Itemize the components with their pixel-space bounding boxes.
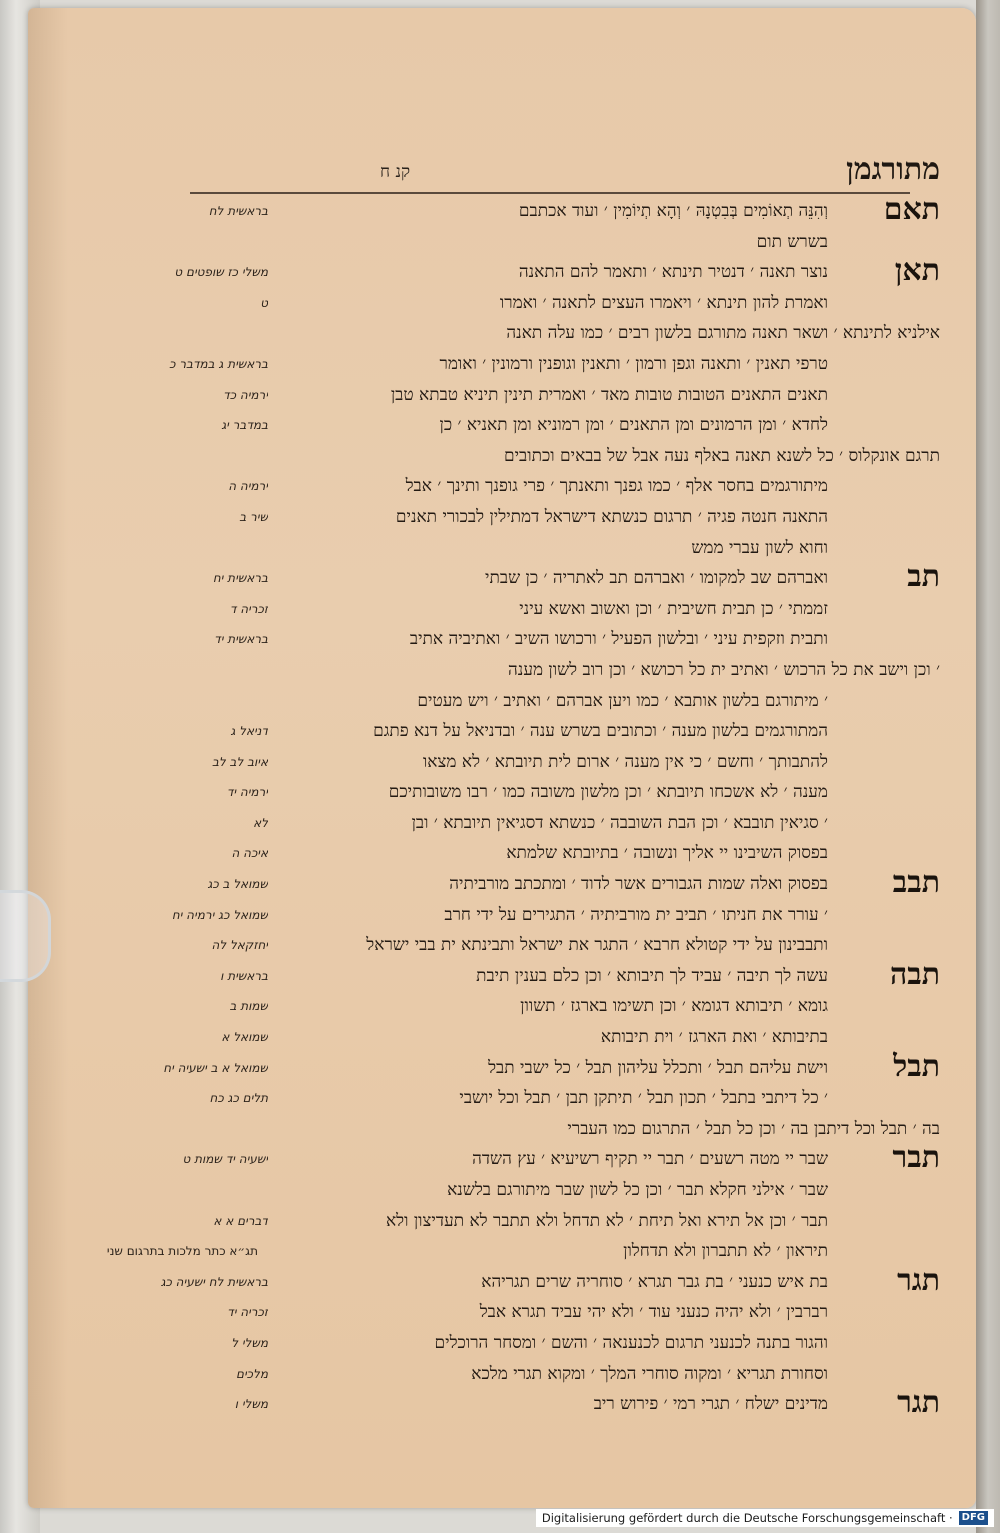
entry-text: נוצר תאנה ׳ דנטיר תינתא ׳ ותאמר להם התאנה xyxy=(518,262,828,283)
margin-reference: בראשית יד xyxy=(214,632,268,647)
dictionary-entry xyxy=(40,192,940,257)
dictionary-entry xyxy=(40,1385,940,1421)
entry-text: ואברהם שב למקומו ׳ ואברהם תב לאתריה ׳ כן שבתי xyxy=(485,568,828,589)
entry-line xyxy=(40,1083,940,1114)
entry-text: בת איש כנעני ׳ בת גבר תגרא ׳ סוחריה שרים תגריהא xyxy=(481,1271,828,1292)
margin-reference: שמות ב xyxy=(229,999,268,1014)
margin-reference: במדבר יג xyxy=(221,418,268,433)
entry-headword: תאם xyxy=(883,192,940,227)
entry-line xyxy=(40,533,940,564)
entry-line xyxy=(40,686,940,717)
entry-text: זממתי ׳ כן תבית חשיבית ׳ וכן ואשוב ואשא עיני xyxy=(519,598,828,619)
entry-headword: תבב xyxy=(892,865,940,901)
entry-line xyxy=(40,227,940,258)
margin-reference: ירמיה כד xyxy=(223,387,268,402)
dictionary-entries xyxy=(40,192,940,1421)
entry-headword: תגר xyxy=(897,1262,940,1298)
entry-text: תרגם אונקלוס ׳ כל לשנא תאנה באלף נעה אבל של בבאים וכתובים xyxy=(503,445,940,466)
entry-line xyxy=(40,1022,940,1053)
entry-line xyxy=(40,410,940,441)
entry-text: בה ׳ תבל וכל דיתבן בה ׳ וכן כל תבל ׳ התרגום כמו העברי xyxy=(567,1118,940,1139)
dictionary-entry xyxy=(40,865,940,961)
margin-reference: לא xyxy=(253,815,268,830)
entry-text: שבר ׳ אילני חקלא תבר ׳ וכן כל לשון שבר מיתורגם בלשנא xyxy=(447,1180,828,1200)
dictionary-entry xyxy=(40,956,940,1053)
margin-reference: זכריה יד xyxy=(227,1305,268,1320)
entry-text: רברבין ׳ ולא יהיה כנעני עוד ׳ ולא יהי עביד תגרא אבל xyxy=(479,1302,828,1323)
entry-text: ותבית וזקפית עיני ׳ ובלשון הפעיל ׳ ורכושו השיב ׳ ואתיביה אתיב xyxy=(409,629,828,650)
entry-text: ׳ סגיאין תובבא ׳ וכן הבת השובבה ׳ כנשתא דסגיאין תיובתא ׳ ובן xyxy=(411,812,828,833)
entry-line xyxy=(40,777,940,808)
entry-line xyxy=(40,1328,940,1359)
margin-reference: איכה ה xyxy=(231,846,268,861)
entry-text: טרפי תאנין ׳ ותאנה וגפן ורמון ׳ ותאנין וגופנין ורמונין ׳ ואומר xyxy=(439,353,828,374)
right-page-edge xyxy=(976,0,1000,1533)
entry-text: התאנה חנטה פגיה ׳ תרגום כנשתא דישראל דמתילין לבכורי תאנים xyxy=(395,506,828,527)
dictionary-entry xyxy=(40,1048,940,1145)
entry-line xyxy=(40,563,940,594)
entry-line xyxy=(40,747,940,778)
entry-line xyxy=(40,1144,940,1175)
margin-reference: ט xyxy=(260,295,268,310)
margin-reference: תלים כג כח xyxy=(209,1091,268,1106)
margin-reference: שמואל א xyxy=(221,1030,268,1045)
dictionary-entry xyxy=(40,559,940,869)
entry-line xyxy=(40,471,940,502)
margin-reference: שיר ב xyxy=(239,509,268,524)
digitization-footer xyxy=(536,1509,994,1527)
entry-text: מדינים ישלח ׳ תגרי רמי ׳ פירוש ריב xyxy=(593,1394,828,1415)
margin-reference: שמואל א ב ישעיה יח xyxy=(163,1060,268,1075)
entry-line xyxy=(40,869,940,900)
entry-text: בפסוק השיבינו יי אליך ונשובה ׳ בתיובתא שלמתא xyxy=(506,843,828,864)
entry-headword: תבה xyxy=(889,956,940,992)
entry-text: ׳ וכן וישב את כל הרכוש ׳ ואתיב ית כל רכושא ׳ וכן רוב לשון מענה xyxy=(508,659,940,680)
margin-reference: שמואל ב כג xyxy=(207,877,268,892)
margin-reference: בראשית לח xyxy=(208,204,268,218)
entry-text: וסחורת תגריא ׳ ומקוה סוחרי המלך ׳ ומקוא תגרי מלכא xyxy=(471,1363,828,1384)
margin-reference: יחזקאל לה xyxy=(211,938,268,953)
entry-text: ואמרת להון תינתא ׳ ויאמרו העצים לתאנה ׳ ואמרו xyxy=(499,292,828,313)
margin-reference: איוב לב לב xyxy=(211,754,268,769)
page-header xyxy=(380,152,940,192)
entry-line xyxy=(40,930,940,961)
entry-line xyxy=(40,1359,940,1390)
entry-text: ׳ כל דיתבי בתבל ׳ תכון תבל ׳ תיתקן תבן ׳ תבל וכל יושבי xyxy=(459,1088,828,1109)
dictionary-entry xyxy=(40,253,940,563)
entry-line xyxy=(40,1389,940,1420)
entry-line xyxy=(40,900,940,931)
entry-headword: תבר xyxy=(892,1140,940,1176)
margin-reference: בראשית לח ישעיה כג xyxy=(160,1274,268,1289)
entry-line xyxy=(40,991,940,1022)
entry-text: להתבותך ׳ וחשם ׳ כי אין מענה ׳ ארום לית תיובתא ׳ לא מצאו xyxy=(422,751,828,772)
margin-reference: שמואל כג ירמיה יח xyxy=(171,907,268,922)
folio-number: קנ ח xyxy=(380,162,411,182)
entry-text: ׳ עורר את חניתו ׳ תביב ית מורביתיה ׳ התגירים על ידי חרב xyxy=(444,904,828,925)
margin-reference: ירמיה יד xyxy=(226,785,268,800)
header-rule xyxy=(190,192,910,194)
entry-line xyxy=(40,380,940,411)
entry-headword: תב xyxy=(907,559,940,595)
margin-reference: מלכים xyxy=(236,1366,268,1381)
entry-text: תבר ׳ וכן אל תירא ואל תיחת ׳ לא תדחל ולא תתבר לא תעדיצון ולא xyxy=(385,1210,828,1231)
entry-line xyxy=(40,1053,940,1084)
entry-headword: תאן xyxy=(894,253,940,289)
entry-line xyxy=(40,1175,940,1206)
entry-text: בפסוק ואלה שמות הגבורים אשר לדוד ׳ ומתכתב מורביתיה xyxy=(449,874,828,895)
entry-line xyxy=(40,594,940,625)
entry-line xyxy=(40,716,940,747)
entry-text: בתיבותא ׳ ואת הארגז ׳ וית תיבותא xyxy=(600,1027,828,1048)
entry-line xyxy=(40,1206,940,1237)
entry-text: מענה ׳ לא אשכחו תיובתא ׳ וכן מלשון משובה כמו ׳ רבו משובותיכם xyxy=(388,782,828,803)
entry-headword: תגר xyxy=(897,1385,940,1421)
margin-reference: דברים א א xyxy=(213,1213,268,1228)
margin-reference: משלי ו xyxy=(234,1397,268,1412)
entry-text: שבר יי מטה רשעים ׳ תבר יי תקיף רשיעיא ׳ עץ השדה xyxy=(472,1149,828,1170)
margin-reference: זכריה ד xyxy=(229,601,268,616)
entry-line xyxy=(40,318,940,349)
entry-text: גומא ׳ תיבותא דגומא ׳ וכן תשימו בארגז ׳ תשוון xyxy=(520,996,828,1017)
entry-line xyxy=(40,808,940,839)
entry-line xyxy=(40,961,940,992)
entry-line xyxy=(40,502,940,533)
running-head: מתורגמן xyxy=(846,152,940,187)
entry-line xyxy=(40,1297,940,1328)
margin-reference: דניאל ג xyxy=(230,724,268,739)
entry-line xyxy=(40,257,940,288)
entry-text: בשרש תום xyxy=(756,231,828,252)
entry-line xyxy=(40,655,940,686)
entry-text: וישת עליהם תבל ׳ ותכלל עליהון תבל ׳ כל ישבי תבל xyxy=(488,1057,828,1078)
dictionary-entry xyxy=(40,1140,940,1266)
entry-text: וְהִנֵּה תְאוֹמִים בְּבִטְנָהּ ׳ וְהָא תְיוֹמִין ׳ ועוד אכתבם xyxy=(518,201,828,221)
entry-line xyxy=(40,349,940,380)
entry-text: ותבבינון על ידי קטולא חרבא ׳ התגר את ישראל ותבינתא ית בבי ישראל xyxy=(366,935,828,956)
entry-text: אילניא לתינתא ׳ ושאר תאנה מתורגם בלשון רבים ׳ כמו עלה תאנה xyxy=(506,323,940,344)
margin-reference: משלי ל xyxy=(231,1335,268,1350)
entry-text: המתורגמים בלשון מענה ׳ וכתובים בשרש ענה ׳ ובדניאל על דנא פתגם xyxy=(373,721,828,742)
margin-reference: בראשית ג במדבר כ xyxy=(169,356,268,371)
margin-note: תג״א כתר מלכות בתרגום שני xyxy=(106,1244,258,1259)
entry-text: לחדא ׳ ומן הרמונים ומן התאנים ׳ ומן רמוניא ומן תאניא ׳ כן xyxy=(439,415,828,436)
entry-line xyxy=(40,196,940,227)
margin-reference: בראשית ו xyxy=(220,968,268,983)
entry-headword: תבל xyxy=(893,1048,940,1084)
entry-text: מיתורגמים בחסר אלף ׳ כמו גפנך ותאנתך ׳ פרי גופנך ותינך ׳ אבל xyxy=(405,476,828,497)
entry-line xyxy=(40,624,940,655)
margin-reference: ירמיה ה xyxy=(228,479,268,494)
dictionary-entry xyxy=(40,1262,940,1389)
entry-line xyxy=(40,1114,940,1145)
entry-text: תיראון ׳ לא תתברון ולא תדחלון xyxy=(623,1241,828,1262)
entry-text: והגור בתנה לכנעני תרגום לכנענאה ׳ והשם ׳ ומסחר הרוכלים xyxy=(434,1332,828,1353)
dfg-logo: DFG xyxy=(959,1511,988,1525)
entry-line xyxy=(40,1267,940,1298)
entry-text: וחוא לשון עברי ממש xyxy=(691,537,828,558)
entry-line xyxy=(40,838,940,869)
margin-reference: ישעיה יד שמות ט xyxy=(182,1152,268,1167)
funding-credit: Digitalisierung gefördert durch die Deutsche Forschungsgemeinschaft · xyxy=(541,1511,953,1525)
entry-text: תאנים התאנים הטובות טובות מאד ׳ ואמרית תינין תיניא טבתא טבן xyxy=(390,384,828,405)
entry-line xyxy=(40,288,940,319)
margin-reference: בראשית יח xyxy=(212,571,268,586)
margin-reference: משלי כז שופטים ט xyxy=(174,265,268,280)
entry-line xyxy=(40,1236,940,1267)
entry-text: ׳ מיתורגם בלשון אותבא ׳ כמו ויען אברהם ׳ ואתיב ׳ ויש מעטים xyxy=(417,690,828,711)
entry-text: עשה לך תיבה ׳ עביד לך תיבותא ׳ וכן כלם בענין תיבת xyxy=(476,965,828,986)
entry-line xyxy=(40,441,940,472)
